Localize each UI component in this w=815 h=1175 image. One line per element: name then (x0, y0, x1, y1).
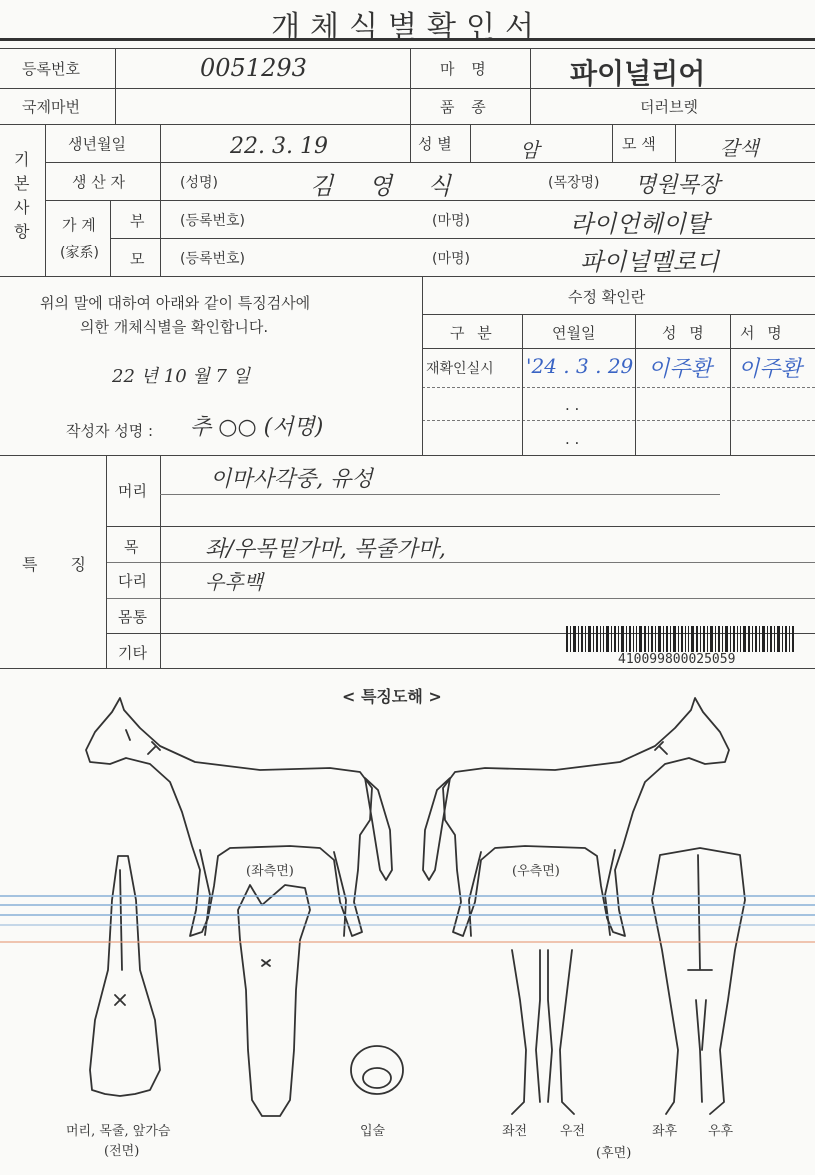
front-view-horse (90, 856, 160, 1096)
revision-col-sign: 서 명 (740, 324, 786, 342)
author-label: 작성자 성명 : (66, 422, 154, 440)
sex-label: 성 별 (418, 135, 452, 153)
front-right-caption: 우전 (560, 1124, 586, 1139)
revision-col-type: 구 분 (450, 324, 496, 342)
horse-name-label: 마 명 (440, 60, 492, 78)
pedigree-hanja: (家系) (60, 245, 99, 261)
revision-row3-date: . . (565, 430, 580, 448)
hind-left-caption: 좌후 (652, 1124, 678, 1139)
left-side-caption: (좌측면) (246, 864, 294, 879)
scan-artifact-line (0, 941, 815, 943)
left-side-horse (86, 698, 372, 936)
statement-line-2: 의한 개체식별을 확인합니다. (80, 318, 269, 336)
barcode-image (566, 626, 794, 652)
feature-head-value: 이마사각중, 유성 (210, 467, 373, 492)
scan-artifact-line (0, 904, 815, 906)
sex-value: 암 (520, 138, 540, 162)
scan-artifact-line (0, 924, 815, 926)
birth-label: 생년월일 (68, 135, 126, 153)
revision-row1-date: '24 . 3 . 29 (526, 354, 634, 378)
revision-col-date: 연월일 (552, 324, 596, 342)
statement-line-1: 위의 말에 대하여 아래와 같이 특징검사에 (40, 294, 311, 312)
revision-row1-name: 이주환 (648, 357, 712, 382)
horse-name-value: 파이널리어 (570, 57, 706, 90)
sire-label: 부 (130, 212, 145, 230)
intl-no-label: 국제마번 (22, 98, 80, 116)
issue-date: 22 년 10 월 7 일 (112, 366, 251, 387)
head-writing-line (160, 494, 720, 495)
sire-name-value: 라이언헤이탈 (570, 210, 710, 238)
diagram-heading: < 특징도해 > (342, 687, 442, 706)
revision-row2-date: . . (565, 396, 580, 414)
sire-name-label: (마명) (432, 213, 470, 229)
coat-label: 모 색 (622, 135, 656, 153)
revision-header: 수정 확인란 (568, 288, 646, 306)
lips-view (351, 1046, 403, 1094)
barcode-number: 410099800025059 (618, 652, 736, 667)
front-legs-view (512, 950, 574, 1114)
front-caption: 머리, 목줄, 앞가슴 (66, 1124, 171, 1139)
breed-label: 품 종 (440, 98, 492, 116)
feature-other-label: 기타 (118, 644, 147, 662)
reg-no-label: 등록번호 (22, 60, 80, 78)
pedigree-label: 가 계 (62, 216, 96, 234)
feature-legs-value: 우후백 (205, 570, 263, 594)
hind-right-caption: 우후 (708, 1124, 734, 1139)
scan-artifact-line (0, 914, 815, 916)
lips-caption: 입술 (360, 1124, 386, 1139)
feature-neck-value: 좌/우목밑가마, 목줄가마, (205, 537, 446, 562)
birth-value: 22. 3. 19 (230, 134, 328, 159)
farm-label: (목장명) (548, 175, 600, 191)
coat-value: 갈색 (720, 136, 759, 160)
rear-label: (후면) (596, 1146, 632, 1161)
revision-row1-sign: 이주환 (738, 357, 802, 382)
breeder-name-label: (성명) (180, 175, 218, 191)
scan-artifact-line (0, 895, 815, 897)
front-head (238, 885, 310, 1116)
sire-reg-label: (등록번호) (180, 213, 246, 229)
feature-legs-label: 다리 (118, 572, 147, 590)
right-side-tail (423, 778, 450, 880)
dam-label: 모 (130, 250, 145, 268)
basic-section-label: 기본사항 (14, 150, 30, 241)
breed-value: 더러브렛 (640, 98, 698, 116)
right-side-caption: (우측면) (512, 864, 560, 879)
revision-col-name: 성 명 (662, 324, 708, 342)
left-side-tail (365, 778, 392, 880)
front-label: (전면) (104, 1144, 140, 1159)
dam-name-value: 파이널멜로디 (580, 248, 720, 276)
breeder-label: 생 산 자 (72, 173, 126, 191)
dam-name-label: (마명) (432, 251, 470, 267)
document-title: 개체식별확인서 (271, 10, 544, 45)
horse-diagram (0, 670, 815, 1175)
dam-reg-label: (등록번호) (180, 251, 246, 267)
feature-body-label: 몸통 (118, 608, 147, 626)
front-left-caption: 좌전 (502, 1124, 528, 1139)
revision-row1-type: 재확인실시 (426, 361, 494, 377)
author-signature: 추 ○○ (서명) (190, 415, 324, 440)
reg-no-value: 0051293 (200, 54, 307, 82)
feature-neck-label: 목 (124, 538, 139, 556)
farm-value: 명원목장 (635, 173, 721, 198)
breeder-name-value: 김 영 식 (310, 172, 465, 200)
right-side-horse (443, 698, 729, 936)
title-underline (0, 38, 815, 41)
features-section-label: 특 징 (22, 555, 100, 574)
feature-head-label: 머리 (118, 482, 147, 500)
